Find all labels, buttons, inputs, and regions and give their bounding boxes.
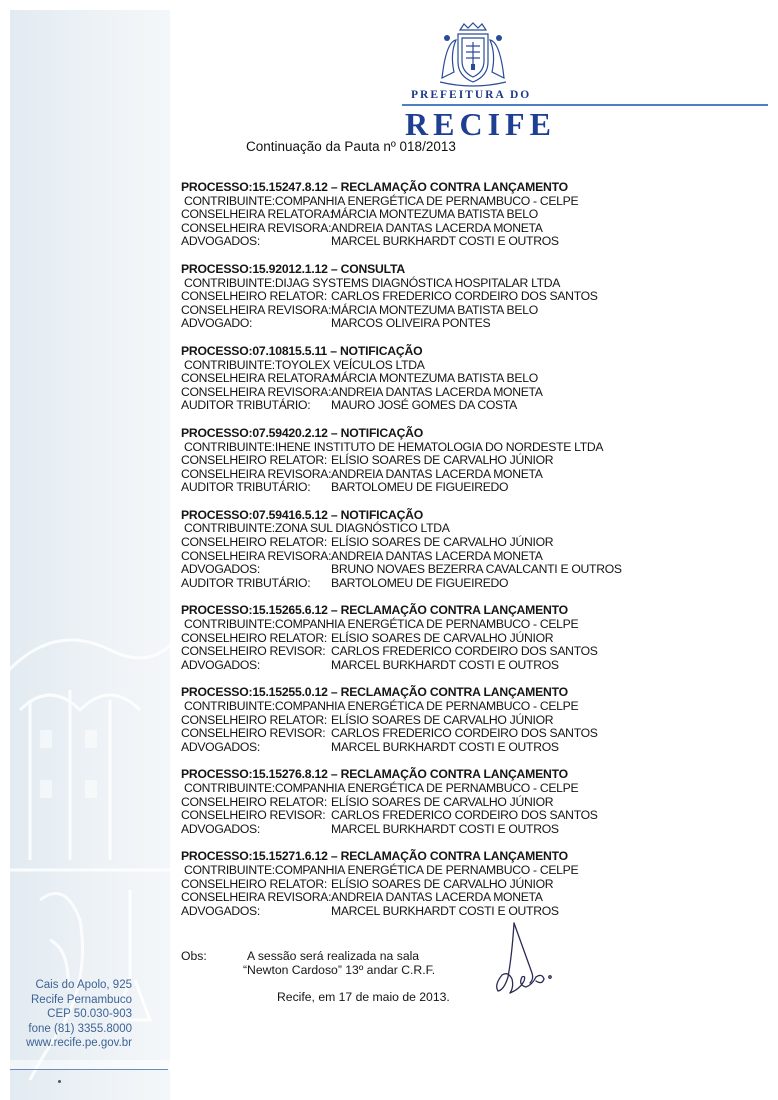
obs-line-1: A sessão será realizada na sala xyxy=(247,949,420,963)
address-city: Recife Pernambuco xyxy=(31,993,132,1006)
role-label: ADVOGADOS: xyxy=(181,562,260,577)
process-entry xyxy=(181,604,741,672)
process-entry xyxy=(181,509,741,591)
role-label: CONSELHEIRO RELATOR: xyxy=(181,876,327,891)
signature xyxy=(486,915,566,1015)
process-entry xyxy=(181,181,741,249)
process-contribuinte: CONTRIBUINTE:IHENE INSTITUTO DE HEMATOLOGIA DO NORDESTE LTDA xyxy=(184,439,604,454)
process-header: PROCESSO:07.10815.5.11 – NOTIFICAÇÃO xyxy=(181,343,423,358)
role-value: MÁRCIA MONTEZUMA BATISTA BELO xyxy=(331,371,538,386)
role-label: CONSELHEIRO REVISOR: xyxy=(181,726,326,741)
role-value: ELÍSIO SOARES DE CARVALHO JÚNIOR xyxy=(331,453,554,468)
role-label: AUDITOR TRIBUTÁRIO: xyxy=(181,575,311,590)
role-value: ELÍSIO SOARES DE CARVALHO JÚNIOR xyxy=(331,535,554,550)
obs-line-2: “Newton Cardoso” 13º andar C.R.F. xyxy=(243,963,436,977)
process-entry xyxy=(181,345,741,413)
process-contribuinte: CONTRIBUINTE:COMPANHIA ENERGÉTICA DE PERNAMBUCO - CELPE xyxy=(184,780,579,795)
role-label: ADVOGADOS: xyxy=(181,234,260,249)
role-value: MÁRCIA MONTEZUMA BATISTA BELO xyxy=(331,207,538,222)
brand-prefeitura-label: PREFEITURA DO xyxy=(411,89,532,101)
role-label: CONSELHEIRA REVISORA: xyxy=(181,466,332,481)
role-value: ELÍSIO SOARES DE CARVALHO JÚNIOR xyxy=(331,630,554,645)
process-role-row xyxy=(181,208,741,222)
process-entry xyxy=(181,686,741,754)
role-label: CONSELHEIRA REVISORA: xyxy=(181,220,332,235)
process-contribuinte: CONTRIBUINTE:ZONA SUL DIAGNÓSTICO LTDA xyxy=(184,521,450,536)
role-label: ADVOGADOS: xyxy=(181,821,260,836)
role-label: ADVOGADO: xyxy=(181,316,253,331)
process-role-row xyxy=(181,891,741,905)
role-value: ELÍSIO SOARES DE CARVALHO JÚNIOR xyxy=(331,794,554,809)
role-value: MARCEL BURKHARDT COSTI E OUTROS xyxy=(331,739,559,754)
process-role-row xyxy=(181,536,741,550)
process-role-row xyxy=(181,372,741,386)
role-label: CONSELHEIRA REVISORA: xyxy=(181,890,332,905)
process-contribuinte: CONTRIBUINTE:DIJAG SYSTEMS DIAGNÓSTICA HOSPITALAR LTDA xyxy=(184,275,561,290)
date-line: Recife, em 17 de maio de 2013. xyxy=(277,990,450,1004)
process-header: PROCESSO:07.59420.2.12 – NOTIFICAÇÃO xyxy=(181,425,424,440)
process-entry xyxy=(181,768,741,836)
process-header: PROCESSO:15.15247.8.12 – RECLAMAÇÃO CONTRA LANÇAMENTO xyxy=(181,180,568,194)
role-label: CONSELHEIRO RELATOR: xyxy=(181,535,327,550)
role-value: BARTOLOMEU DE FIGUEIREDO xyxy=(331,480,509,495)
process-contribuinte: CONTRIBUINTE:TOYOLEX VEÍCULOS LTDA xyxy=(184,357,425,372)
role-label: ADVOGADOS: xyxy=(181,903,260,918)
coat-of-arms-logo xyxy=(436,22,510,90)
process-role-row xyxy=(181,905,741,919)
role-value: ANDREIA DANTAS LACERDA MONETA xyxy=(331,890,543,905)
role-label: CONSELHEIRA REVISORA: xyxy=(181,302,332,317)
role-value: ANDREIA DANTAS LACERDA MONETA xyxy=(331,548,543,563)
role-label: CONSELHEIRO RELATOR: xyxy=(181,794,327,809)
role-value: ANDREIA DANTAS LACERDA MONETA xyxy=(331,466,543,481)
role-label: CONSELHEIRA RELATORA: xyxy=(181,371,333,386)
role-label: CONSELHEIRO RELATOR: xyxy=(181,630,327,645)
role-value: ELÍSIO SOARES DE CARVALHO JÚNIOR xyxy=(331,876,554,891)
process-role-row xyxy=(181,454,741,468)
process-header: PROCESSO:15.15271.6.12 – RECLAMAÇÃO CONTRA LANÇAMENTO xyxy=(181,849,568,864)
role-value: MARCOS OLIVEIRA PONTES xyxy=(331,316,491,331)
address-cep: CEP 50.030-903 xyxy=(47,1008,132,1021)
process-entry xyxy=(181,850,741,918)
process-role-row xyxy=(181,317,741,331)
process-role-row xyxy=(181,222,741,236)
obs-label: Obs: xyxy=(181,949,207,963)
process-role-row xyxy=(181,563,741,577)
footer-dot xyxy=(58,1080,61,1083)
role-value: MARCEL BURKHARDT COSTI E OUTROS xyxy=(331,657,559,672)
brand-city-name: RECIFE xyxy=(405,106,556,142)
process-role-row xyxy=(181,645,741,659)
page-title: Continuação da Pauta nº 018/2013 xyxy=(246,139,456,154)
role-value: BARTOLOMEU DE FIGUEIREDO xyxy=(331,575,509,590)
role-label: ADVOGADOS: xyxy=(181,657,260,672)
role-label: CONSELHEIRO REVISOR: xyxy=(181,644,326,659)
role-value: ANDREIA DANTAS LACERDA MONETA xyxy=(331,220,543,235)
role-label: CONSELHEIRO RELATOR: xyxy=(181,712,327,727)
process-list xyxy=(181,181,741,932)
role-value: ANDREIA DANTAS LACERDA MONETA xyxy=(331,384,543,399)
role-label: AUDITOR TRIBUTÁRIO: xyxy=(181,480,311,495)
process-role-row xyxy=(181,796,741,810)
role-label: CONSELHEIRO RELATOR: xyxy=(181,289,327,304)
role-label: CONSELHEIRO RELATOR: xyxy=(181,453,327,468)
role-value: MARCEL BURKHARDT COSTI E OUTROS xyxy=(331,821,559,836)
role-label: ADVOGADOS: xyxy=(181,739,260,754)
address-website-link[interactable]: www.recife.pe.gov.br xyxy=(26,1037,132,1050)
process-header: PROCESSO:15.15255.0.12 – RECLAMAÇÃO CONTRA LANÇAMENTO xyxy=(181,685,568,700)
role-value: MÁRCIA MONTEZUMA BATISTA BELO xyxy=(331,302,538,317)
process-role-row xyxy=(181,727,741,741)
role-value: CARLOS FREDERICO CORDEIRO DOS SANTOS xyxy=(331,644,598,659)
role-value: CARLOS FREDERICO CORDEIRO DOS SANTOS xyxy=(331,808,598,823)
address-block xyxy=(12,978,132,1051)
process-contribuinte: CONTRIBUINTE:COMPANHIA ENERGÉTICA DE PERNAMBUCO - CELPE xyxy=(184,699,579,713)
process-role-row xyxy=(181,809,741,823)
role-value: CARLOS FREDERICO CORDEIRO DOS SANTOS xyxy=(331,726,598,741)
role-label: CONSELHEIRA REVISORA: xyxy=(181,548,332,563)
role-label: CONSELHEIRA RELATORA: xyxy=(181,207,333,222)
role-value: BRUNO NOVAES BEZERRA CAVALCANTI E OUTROS xyxy=(331,562,622,577)
role-value: ELÍSIO SOARES DE CARVALHO JÚNIOR xyxy=(331,712,554,727)
process-contribuinte: CONTRIBUINTE:COMPANHIA ENERGÉTICA DE PERNAMBUCO - CELPE xyxy=(184,617,579,632)
role-value: MARCEL BURKHARDT COSTI E OUTROS xyxy=(331,234,559,249)
address-phone: fone (81) 3355.8000 xyxy=(28,1022,132,1035)
process-role-row xyxy=(181,632,741,646)
process-role-row xyxy=(181,290,741,304)
process-role-row xyxy=(181,577,741,591)
process-entry xyxy=(181,263,741,331)
process-role-row xyxy=(181,741,741,755)
process-contribuinte: CONTRIBUINTE:COMPANHIA ENERGÉTICA DE PERNAMBUCO - CELPE xyxy=(184,193,579,208)
process-role-row xyxy=(181,878,741,892)
process-role-row xyxy=(181,399,741,413)
process-entry xyxy=(181,427,741,495)
process-contribuinte: CONTRIBUINTE:COMPANHIA ENERGÉTICA DE PERNAMBUCO - CELPE xyxy=(184,862,579,877)
process-role-row xyxy=(181,235,741,249)
process-role-row xyxy=(181,481,741,495)
process-role-row xyxy=(181,550,741,564)
footer-rule xyxy=(10,1069,168,1070)
role-value: MARCEL BURKHARDT COSTI E OUTROS xyxy=(331,903,559,918)
process-role-row xyxy=(181,659,741,673)
address-street: Cais do Apolo, 925 xyxy=(35,979,132,991)
process-role-row xyxy=(181,823,741,837)
process-header: PROCESSO:15.15265.6.12 – RECLAMAÇÃO CONTRA LANÇAMENTO xyxy=(181,603,568,618)
process-header: PROCESSO:07.59416.5.12 – NOTIFICAÇÃO xyxy=(181,507,424,522)
role-label: CONSELHEIRA REVISORA: xyxy=(181,384,332,399)
process-role-row xyxy=(181,714,741,728)
process-role-row xyxy=(181,304,741,318)
role-label: AUDITOR TRIBUTÁRIO: xyxy=(181,398,311,413)
role-value: CARLOS FREDERICO CORDEIRO DOS SANTOS xyxy=(331,289,598,304)
process-header: PROCESSO:15.15276.8.12 – RECLAMAÇÃO CONTRA LANÇAMENTO xyxy=(181,767,568,782)
role-value: MAURO JOSÉ GOMES DA COSTA xyxy=(331,398,517,413)
process-header: PROCESSO:15.92012.1.12 – CONSULTA xyxy=(181,261,405,276)
role-label: CONSELHEIRO REVISOR: xyxy=(181,808,326,823)
